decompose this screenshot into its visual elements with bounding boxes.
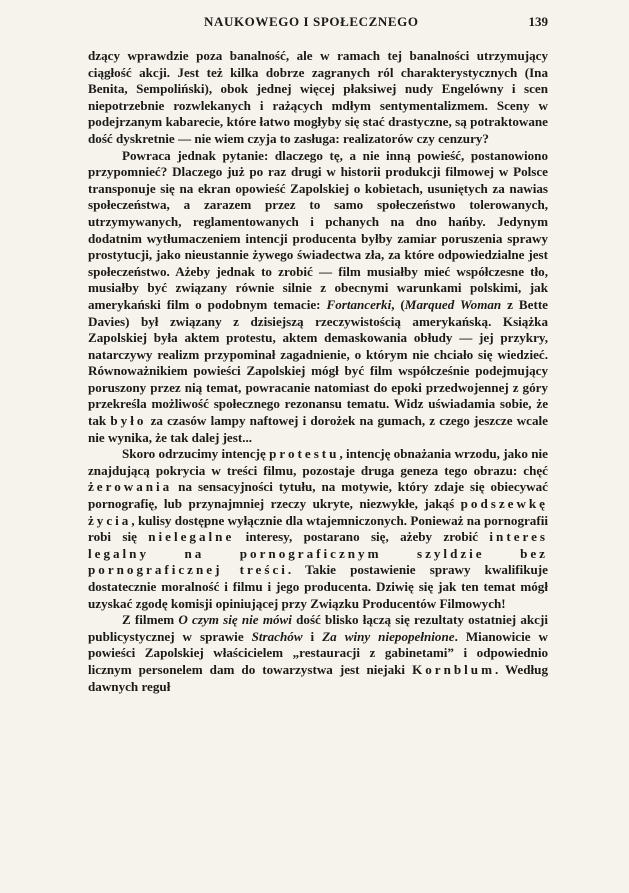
paragraph — [88, 446, 548, 612]
text-run: , intencję obnażania wrzodu, jako nie znajdującą pokrycia w treści filmu, pozostaje druga geneza tego obrazu: chęć — [88, 446, 548, 478]
spaced-emphasis: podszewkę życia — [88, 496, 548, 528]
spaced-emphasis: było — [110, 413, 147, 429]
paragraph — [88, 612, 548, 695]
text-run: Skoro odrzucimy intencję — [122, 446, 270, 462]
text-run: za czasów lampy naftowej i dorożek na gumach, z czego jeszcze wcale nie wynika, że tak dalej jest... — [88, 413, 548, 445]
spaced-emphasis: żerowania — [88, 479, 173, 495]
text-run: , kulisy dostępne wyłącznie dla wtajemniczonych. Ponieważ na pornografii robi się — [88, 512, 548, 545]
body-text — [88, 48, 548, 695]
text-run: i — [302, 628, 323, 644]
text-run: na sensacyjności tytułu, na motywie, który zdaje się obiecywać pornografię, lub przynajmniej rzeczy ukryte, niezwykłe, jakąś — [88, 479, 548, 512]
text-run: . Takie postawienie sprawy kwalifikuje dostatecznie moralność i filmu i jego producenta. Dziwię się jak ten temat mógł uzyskać zgodę komisji opiniującej przy Związku Producentów Filmowych! — [88, 562, 548, 611]
italic-title: Strachów — [251, 628, 303, 644]
text-run: Z filmem — [122, 612, 179, 628]
text-run: interesy, postarano się, ażeby zrobić — [234, 529, 490, 545]
text-run: dzący wprawdzie poza banalność, ale w ramach tej banalności utrzymujący ciągłość akcji. Jest też kilka dobrze zagranych ról charakterystycznych (Ina Benita, Sempoliński), obok jednej więcej płaksiwej nudy Engelówny i scen niepotrzebnie rozwlekanych i rażących mdłym sentymentalizmem. Sceny w podejrzanym kabarecie, które łatwo mogłyby się stać drastyczne, są potraktowane dość dyskretnie — nie wiem czyja to zasługa: realizatorów czy cenzury? — [88, 48, 548, 146]
paragraph — [88, 48, 548, 148]
italic-title: O czym się nie mówi — [178, 612, 292, 628]
spaced-emphasis: nielegalne — [148, 529, 235, 545]
spaced-emphasis: protestu — [269, 446, 340, 462]
text-run: Powraca jednak pytanie: dlaczego tę, a nie inną powieść, postanowiono przypomnieć? Dlaczego już po raz drugi w historii produkcji filmowej w Polsce transponuje się na ekran opowieść Zapolskiej o kobietach, usuniętych za nawias społeczeństwa, a zarazem przez to samo społeczeństwo tolerowanych, utrzymywanych, reglamentowanych i pchanych na dno hańby. Jedynym dodatnim wytłumaczeniem intencji producenta byłby zamiar poruszenia sprawy prostytucji, jako nieustannie żywego świadectwa zła, za które odpowiedzialne jest społeczeństwo. Ażeby jednak to zrobić — film musiałby mieć współczesne tło, musiałby być związany równie silnie z obecnymi warunkami polskimi, jak amerykański film o podobnym temacie: — [88, 147, 548, 312]
page-number: 139 — [528, 14, 548, 29]
text-run: , ( — [391, 296, 405, 312]
spaced-emphasis: interes legalny na pornograficznym szyldzie bez pornograficznej treści — [88, 529, 548, 578]
text-run: . Według dawnych reguł — [88, 661, 548, 694]
text-run: z Bette Davies) był związany z dzisiejszą rzeczywistością amerykańską. Książka Zapolskiej była aktem protestu, aktem demaskowania obłudy — jej przykry, natarczywy realizm przypominał zagadnienie, o którym nie chciało się wiedzieć. Równoważnikiem powieści Zapolskiej mógł być film współcześnie podejmujący poruszony przez nią temat, powracanie natomiast do epoki przedwojennej z góry przekreśla możliwość społecznego rezonansu tematu. Widz uświadamia sobie, że tak — [88, 296, 548, 429]
text-run: dość blisko łączą się rezultaty ostatniej akcji publicystycznej w sprawie — [88, 612, 548, 644]
page-header — [88, 14, 548, 36]
running-head: NAUKOWEGO I SPOŁECZNEGO — [204, 14, 419, 29]
spaced-emphasis: Kornblum — [412, 661, 495, 677]
italic-title: Fortancerki — [326, 296, 392, 312]
italic-title: Za winy niepopełnione — [322, 628, 455, 644]
text-run: . Mianowicie w powieści Zapolskiej właścicielem „restauracji z gabinetami” i odpowiednio licznym personelem dam do towarzystwa jest niejaki — [88, 628, 548, 677]
italic-title: Marqued Woman — [404, 296, 502, 312]
paragraph — [88, 148, 548, 447]
